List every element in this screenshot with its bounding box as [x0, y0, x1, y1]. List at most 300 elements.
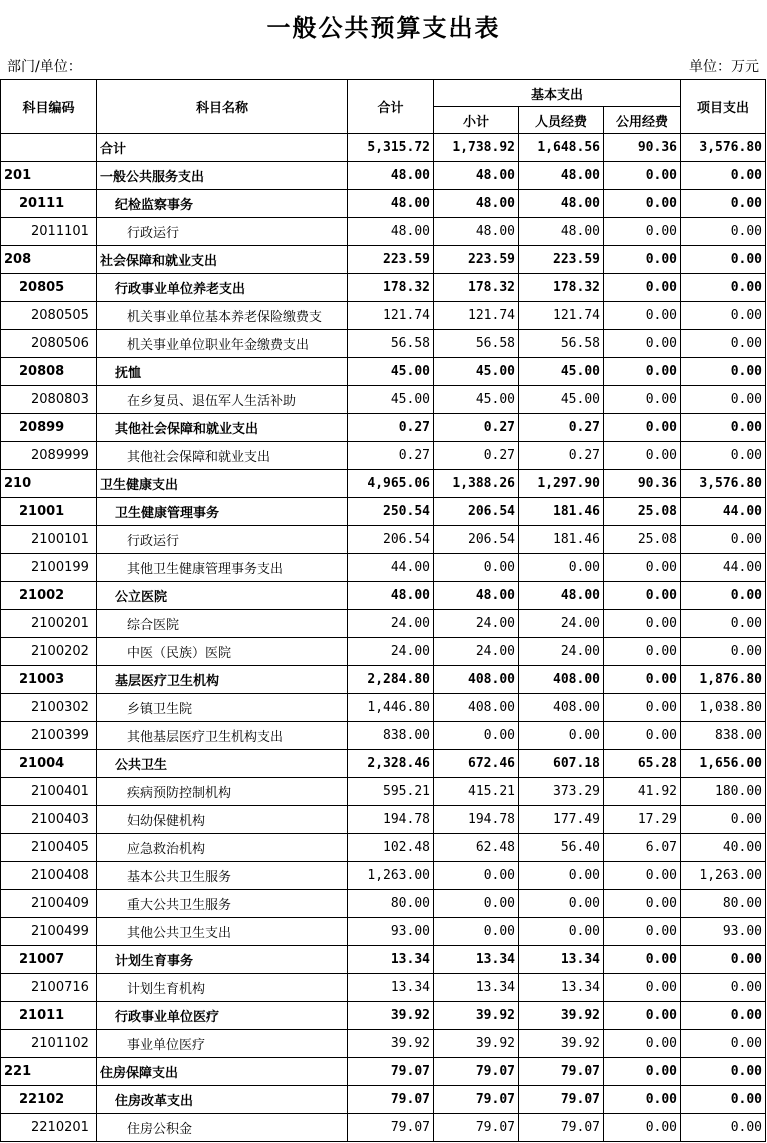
cell-project: 80.00	[681, 890, 766, 918]
cell-project: 0.00	[681, 162, 766, 190]
cell-name: 行政事业单位养老支出	[97, 274, 348, 302]
cell-total: 45.00	[348, 358, 434, 386]
cell-personnel: 0.00	[519, 722, 604, 750]
cell-subtotal: 39.92	[434, 1002, 519, 1030]
expenditure-table	[0, 79, 766, 1142]
table-row	[1, 974, 766, 1002]
table-row	[1, 946, 766, 974]
department-label: 部门/单位：	[7, 59, 82, 75]
cell-project: 0.00	[681, 1114, 766, 1142]
cell-name: 卫生健康支出	[97, 470, 348, 498]
cell-code: 2100403	[1, 806, 97, 834]
cell-total: 0.27	[348, 414, 434, 442]
cell-public: 0.00	[604, 358, 681, 386]
cell-name: 机关事业单位基本养老保险缴费支	[97, 302, 348, 330]
cell-name: 妇幼保健机构	[97, 806, 348, 834]
table-row	[1, 582, 766, 610]
cell-code: 2100101	[1, 526, 97, 554]
cell-project: 0.00	[681, 442, 766, 470]
cell-personnel: 408.00	[519, 666, 604, 694]
cell-personnel: 79.07	[519, 1058, 604, 1086]
cell-total: 39.92	[348, 1002, 434, 1030]
cell-public: 17.29	[604, 806, 681, 834]
cell-personnel: 56.40	[519, 834, 604, 862]
header-subtotal: 小计	[434, 107, 519, 134]
cell-project: 0.00	[681, 1030, 766, 1058]
header-basic: 基本支出	[434, 80, 681, 107]
table-row	[1, 610, 766, 638]
table-row	[1, 1114, 766, 1142]
cell-project: 0.00	[681, 1058, 766, 1086]
cell-public: 0.00	[604, 1002, 681, 1030]
cell-subtotal: 0.27	[434, 442, 519, 470]
table-row	[1, 134, 766, 162]
cell-total: 206.54	[348, 526, 434, 554]
cell-name: 在乡复员、退伍军人生活补助	[97, 386, 348, 414]
cell-name: 抚恤	[97, 358, 348, 386]
cell-subtotal: 79.07	[434, 1086, 519, 1114]
cell-name: 机关事业单位职业年金缴费支出	[97, 330, 348, 358]
cell-code: 2100405	[1, 834, 97, 862]
cell-name: 计划生育机构	[97, 974, 348, 1002]
cell-project: 1,876.80	[681, 666, 766, 694]
cell-project: 93.00	[681, 918, 766, 946]
cell-public: 0.00	[604, 386, 681, 414]
cell-total: 48.00	[348, 190, 434, 218]
cell-name: 事业单位医疗	[97, 1030, 348, 1058]
cell-subtotal: 79.07	[434, 1058, 519, 1086]
cell-code: 2100199	[1, 554, 97, 582]
cell-project: 1,038.80	[681, 694, 766, 722]
cell-subtotal: 408.00	[434, 694, 519, 722]
cell-subtotal: 62.48	[434, 834, 519, 862]
cell-name: 公立医院	[97, 582, 348, 610]
table-row	[1, 498, 766, 526]
cell-name: 行政事业单位医疗	[97, 1002, 348, 1030]
cell-total: 79.07	[348, 1086, 434, 1114]
cell-project: 0.00	[681, 414, 766, 442]
cell-total: 13.34	[348, 946, 434, 974]
cell-total: 178.32	[348, 274, 434, 302]
header-name: 科目名称	[97, 80, 348, 134]
cell-name: 其他社会保障和就业支出	[97, 442, 348, 470]
cell-project: 1,656.00	[681, 750, 766, 778]
cell-name: 基层医疗卫生机构	[97, 666, 348, 694]
cell-personnel: 45.00	[519, 386, 604, 414]
cell-code: 221	[1, 1058, 97, 1086]
cell-project: 0.00	[681, 638, 766, 666]
cell-subtotal: 0.00	[434, 722, 519, 750]
cell-public: 0.00	[604, 190, 681, 218]
cell-name: 乡镇卫生院	[97, 694, 348, 722]
cell-personnel: 1,648.56	[519, 134, 604, 162]
cell-subtotal: 24.00	[434, 638, 519, 666]
cell-project: 0.00	[681, 526, 766, 554]
cell-personnel: 0.27	[519, 442, 604, 470]
table-row	[1, 834, 766, 862]
cell-code: 2100399	[1, 722, 97, 750]
cell-subtotal: 13.34	[434, 974, 519, 1002]
cell-public: 0.00	[604, 666, 681, 694]
cell-personnel: 48.00	[519, 162, 604, 190]
cell-public: 0.00	[604, 918, 681, 946]
header-code: 科目编码	[1, 80, 97, 134]
cell-public: 0.00	[604, 1030, 681, 1058]
cell-project: 0.00	[681, 386, 766, 414]
cell-name: 一般公共服务支出	[97, 162, 348, 190]
cell-personnel: 48.00	[519, 190, 604, 218]
cell-total: 79.07	[348, 1114, 434, 1142]
cell-public: 25.08	[604, 498, 681, 526]
table-row	[1, 778, 766, 806]
cell-personnel: 408.00	[519, 694, 604, 722]
cell-public: 0.00	[604, 974, 681, 1002]
cell-personnel: 178.32	[519, 274, 604, 302]
cell-project: 0.00	[681, 974, 766, 1002]
table-row	[1, 442, 766, 470]
table-row	[1, 1086, 766, 1114]
cell-public: 0.00	[604, 1086, 681, 1114]
cell-personnel: 223.59	[519, 246, 604, 274]
cell-total: 45.00	[348, 386, 434, 414]
cell-total: 80.00	[348, 890, 434, 918]
cell-personnel: 177.49	[519, 806, 604, 834]
cell-public: 0.00	[604, 302, 681, 330]
cell-personnel: 48.00	[519, 582, 604, 610]
cell-total: 0.27	[348, 442, 434, 470]
cell-public: 0.00	[604, 890, 681, 918]
cell-public: 0.00	[604, 330, 681, 358]
cell-name: 行政运行	[97, 526, 348, 554]
table-row	[1, 470, 766, 498]
cell-subtotal: 48.00	[434, 162, 519, 190]
cell-project: 180.00	[681, 778, 766, 806]
cell-code: 2100408	[1, 862, 97, 890]
cell-public: 6.07	[604, 834, 681, 862]
cell-personnel: 1,297.90	[519, 470, 604, 498]
cell-subtotal: 48.00	[434, 582, 519, 610]
cell-total: 1,263.00	[348, 862, 434, 890]
cell-project: 40.00	[681, 834, 766, 862]
cell-project: 0.00	[681, 274, 766, 302]
table-row	[1, 246, 766, 274]
cell-subtotal: 206.54	[434, 526, 519, 554]
cell-total: 838.00	[348, 722, 434, 750]
cell-name: 行政运行	[97, 218, 348, 246]
cell-personnel: 181.46	[519, 498, 604, 526]
cell-personnel: 39.92	[519, 1030, 604, 1058]
cell-name: 计划生育事务	[97, 946, 348, 974]
cell-name: 其他社会保障和就业支出	[97, 414, 348, 442]
cell-project: 0.00	[681, 946, 766, 974]
cell-code: 2080506	[1, 330, 97, 358]
cell-subtotal: 39.92	[434, 1030, 519, 1058]
cell-total: 48.00	[348, 582, 434, 610]
cell-subtotal: 45.00	[434, 386, 519, 414]
header-project: 项目支出	[681, 80, 766, 134]
cell-total: 194.78	[348, 806, 434, 834]
table-row	[1, 890, 766, 918]
cell-project: 0.00	[681, 190, 766, 218]
cell-total: 250.54	[348, 498, 434, 526]
cell-code: 2100401	[1, 778, 97, 806]
cell-name: 住房公积金	[97, 1114, 348, 1142]
cell-code: 2210201	[1, 1114, 97, 1142]
cell-personnel: 0.00	[519, 890, 604, 918]
cell-total: 223.59	[348, 246, 434, 274]
cell-code: 21004	[1, 750, 97, 778]
cell-code: 21011	[1, 1002, 97, 1030]
cell-subtotal: 194.78	[434, 806, 519, 834]
cell-total: 79.07	[348, 1058, 434, 1086]
cell-code: 20805	[1, 274, 97, 302]
cell-code: 21001	[1, 498, 97, 526]
cell-code	[1, 134, 97, 162]
cell-project: 44.00	[681, 498, 766, 526]
cell-code: 21002	[1, 582, 97, 610]
cell-code: 208	[1, 246, 97, 274]
cell-public: 0.00	[604, 946, 681, 974]
cell-personnel: 0.00	[519, 918, 604, 946]
cell-project: 0.00	[681, 1002, 766, 1030]
cell-code: 21007	[1, 946, 97, 974]
cell-project: 0.00	[681, 806, 766, 834]
cell-public: 0.00	[604, 694, 681, 722]
cell-code: 20808	[1, 358, 97, 386]
cell-name: 卫生健康管理事务	[97, 498, 348, 526]
table-row	[1, 330, 766, 358]
cell-subtotal: 0.00	[434, 918, 519, 946]
header-personnel: 人员经费	[519, 107, 604, 134]
cell-name: 住房保障支出	[97, 1058, 348, 1086]
header-total: 合计	[348, 80, 434, 134]
cell-public: 65.28	[604, 750, 681, 778]
cell-personnel: 79.07	[519, 1086, 604, 1114]
cell-total: 44.00	[348, 554, 434, 582]
cell-total: 121.74	[348, 302, 434, 330]
table-row	[1, 750, 766, 778]
cell-project: 0.00	[681, 358, 766, 386]
cell-public: 0.00	[604, 442, 681, 470]
cell-public: 0.00	[604, 218, 681, 246]
cell-personnel: 79.07	[519, 1114, 604, 1142]
table-row	[1, 386, 766, 414]
cell-personnel: 0.00	[519, 554, 604, 582]
cell-name: 其他公共卫生支出	[97, 918, 348, 946]
cell-personnel: 13.34	[519, 946, 604, 974]
cell-code: 20899	[1, 414, 97, 442]
cell-subtotal: 45.00	[434, 358, 519, 386]
table-row	[1, 862, 766, 890]
cell-name: 公共卫生	[97, 750, 348, 778]
cell-personnel: 45.00	[519, 358, 604, 386]
cell-code: 2100409	[1, 890, 97, 918]
cell-subtotal: 56.58	[434, 330, 519, 358]
cell-public: 0.00	[604, 1058, 681, 1086]
cell-name: 其他基层医疗卫生机构支出	[97, 722, 348, 750]
cell-subtotal: 1,388.26	[434, 470, 519, 498]
cell-public: 0.00	[604, 274, 681, 302]
cell-subtotal: 24.00	[434, 610, 519, 638]
unit-label: 单位：万元	[689, 59, 759, 75]
cell-subtotal: 408.00	[434, 666, 519, 694]
cell-personnel: 0.00	[519, 862, 604, 890]
cell-code: 2089999	[1, 442, 97, 470]
table-row	[1, 1002, 766, 1030]
cell-project: 0.00	[681, 302, 766, 330]
cell-project: 0.00	[681, 246, 766, 274]
cell-personnel: 39.92	[519, 1002, 604, 1030]
cell-project: 0.00	[681, 218, 766, 246]
table-row	[1, 722, 766, 750]
cell-total: 102.48	[348, 834, 434, 862]
table-row	[1, 806, 766, 834]
cell-total: 48.00	[348, 162, 434, 190]
cell-subtotal: 0.00	[434, 862, 519, 890]
cell-total: 1,446.80	[348, 694, 434, 722]
cell-personnel: 121.74	[519, 302, 604, 330]
cell-project: 838.00	[681, 722, 766, 750]
cell-code: 20111	[1, 190, 97, 218]
cell-total: 5,315.72	[348, 134, 434, 162]
table-row	[1, 918, 766, 946]
cell-project: 3,576.80	[681, 470, 766, 498]
cell-public: 0.00	[604, 582, 681, 610]
cell-subtotal: 48.00	[434, 190, 519, 218]
table-row	[1, 526, 766, 554]
cell-subtotal: 178.32	[434, 274, 519, 302]
cell-project: 1,263.00	[681, 862, 766, 890]
cell-code: 2100499	[1, 918, 97, 946]
table-row	[1, 1030, 766, 1058]
cell-project: 0.00	[681, 330, 766, 358]
cell-name: 中医（民族）医院	[97, 638, 348, 666]
cell-total: 2,328.46	[348, 750, 434, 778]
cell-public: 0.00	[604, 610, 681, 638]
cell-public: 90.36	[604, 134, 681, 162]
cell-personnel: 607.18	[519, 750, 604, 778]
cell-total: 595.21	[348, 778, 434, 806]
cell-public: 0.00	[604, 414, 681, 442]
cell-code: 2100302	[1, 694, 97, 722]
cell-public: 0.00	[604, 638, 681, 666]
table-row	[1, 414, 766, 442]
table-body	[1, 134, 766, 1142]
cell-personnel: 56.58	[519, 330, 604, 358]
cell-name: 其他卫生健康管理事务支出	[97, 554, 348, 582]
table-row	[1, 666, 766, 694]
cell-project: 3,576.80	[681, 134, 766, 162]
cell-code: 2080505	[1, 302, 97, 330]
cell-code: 2100202	[1, 638, 97, 666]
cell-total: 93.00	[348, 918, 434, 946]
cell-subtotal: 79.07	[434, 1114, 519, 1142]
cell-personnel: 181.46	[519, 526, 604, 554]
cell-subtotal: 48.00	[434, 218, 519, 246]
cell-subtotal: 672.46	[434, 750, 519, 778]
table-row	[1, 1058, 766, 1086]
cell-public: 41.92	[604, 778, 681, 806]
cell-subtotal: 13.34	[434, 946, 519, 974]
cell-code: 22102	[1, 1086, 97, 1114]
cell-total: 4,965.06	[348, 470, 434, 498]
cell-name: 应急救治机构	[97, 834, 348, 862]
cell-public: 0.00	[604, 722, 681, 750]
cell-public: 25.08	[604, 526, 681, 554]
cell-total: 48.00	[348, 218, 434, 246]
cell-name: 合计	[97, 134, 348, 162]
cell-personnel: 373.29	[519, 778, 604, 806]
cell-total: 2,284.80	[348, 666, 434, 694]
table-row	[1, 162, 766, 190]
table-row	[1, 358, 766, 386]
cell-subtotal: 121.74	[434, 302, 519, 330]
cell-public: 0.00	[604, 862, 681, 890]
cell-personnel: 48.00	[519, 218, 604, 246]
cell-code: 21003	[1, 666, 97, 694]
table-row	[1, 694, 766, 722]
cell-name: 基本公共卫生服务	[97, 862, 348, 890]
cell-public: 0.00	[604, 1114, 681, 1142]
cell-total: 39.92	[348, 1030, 434, 1058]
cell-total: 24.00	[348, 610, 434, 638]
table-row	[1, 638, 766, 666]
cell-personnel: 24.00	[519, 638, 604, 666]
cell-name: 疾病预防控制机构	[97, 778, 348, 806]
cell-personnel: 24.00	[519, 610, 604, 638]
cell-subtotal: 223.59	[434, 246, 519, 274]
cell-public: 0.00	[604, 246, 681, 274]
cell-name: 纪检监察事务	[97, 190, 348, 218]
cell-subtotal: 415.21	[434, 778, 519, 806]
cell-subtotal: 0.00	[434, 554, 519, 582]
cell-public: 0.00	[604, 554, 681, 582]
table-row	[1, 554, 766, 582]
cell-code: 201	[1, 162, 97, 190]
cell-public: 90.36	[604, 470, 681, 498]
cell-code: 210	[1, 470, 97, 498]
cell-name: 综合医院	[97, 610, 348, 638]
cell-subtotal: 1,738.92	[434, 134, 519, 162]
cell-subtotal: 206.54	[434, 498, 519, 526]
cell-personnel: 0.27	[519, 414, 604, 442]
cell-total: 24.00	[348, 638, 434, 666]
table-row	[1, 274, 766, 302]
cell-code: 2100201	[1, 610, 97, 638]
header-public: 公用经费	[604, 107, 681, 134]
cell-project: 44.00	[681, 554, 766, 582]
table-row	[1, 218, 766, 246]
table-row	[1, 190, 766, 218]
cell-project: 0.00	[681, 582, 766, 610]
cell-public: 0.00	[604, 162, 681, 190]
cell-project: 0.00	[681, 1086, 766, 1114]
cell-code: 2080803	[1, 386, 97, 414]
cell-code: 2100716	[1, 974, 97, 1002]
cell-name: 社会保障和就业支出	[97, 246, 348, 274]
table-row	[1, 302, 766, 330]
cell-code: 2011101	[1, 218, 97, 246]
cell-project: 0.00	[681, 610, 766, 638]
cell-name: 住房改革支出	[97, 1086, 348, 1114]
cell-name: 重大公共卫生服务	[97, 890, 348, 918]
cell-subtotal: 0.00	[434, 890, 519, 918]
cell-total: 56.58	[348, 330, 434, 358]
page-title: 一般公共预算支出表	[266, 14, 501, 42]
cell-total: 13.34	[348, 974, 434, 1002]
cell-code: 2101102	[1, 1030, 97, 1058]
cell-subtotal: 0.27	[434, 414, 519, 442]
